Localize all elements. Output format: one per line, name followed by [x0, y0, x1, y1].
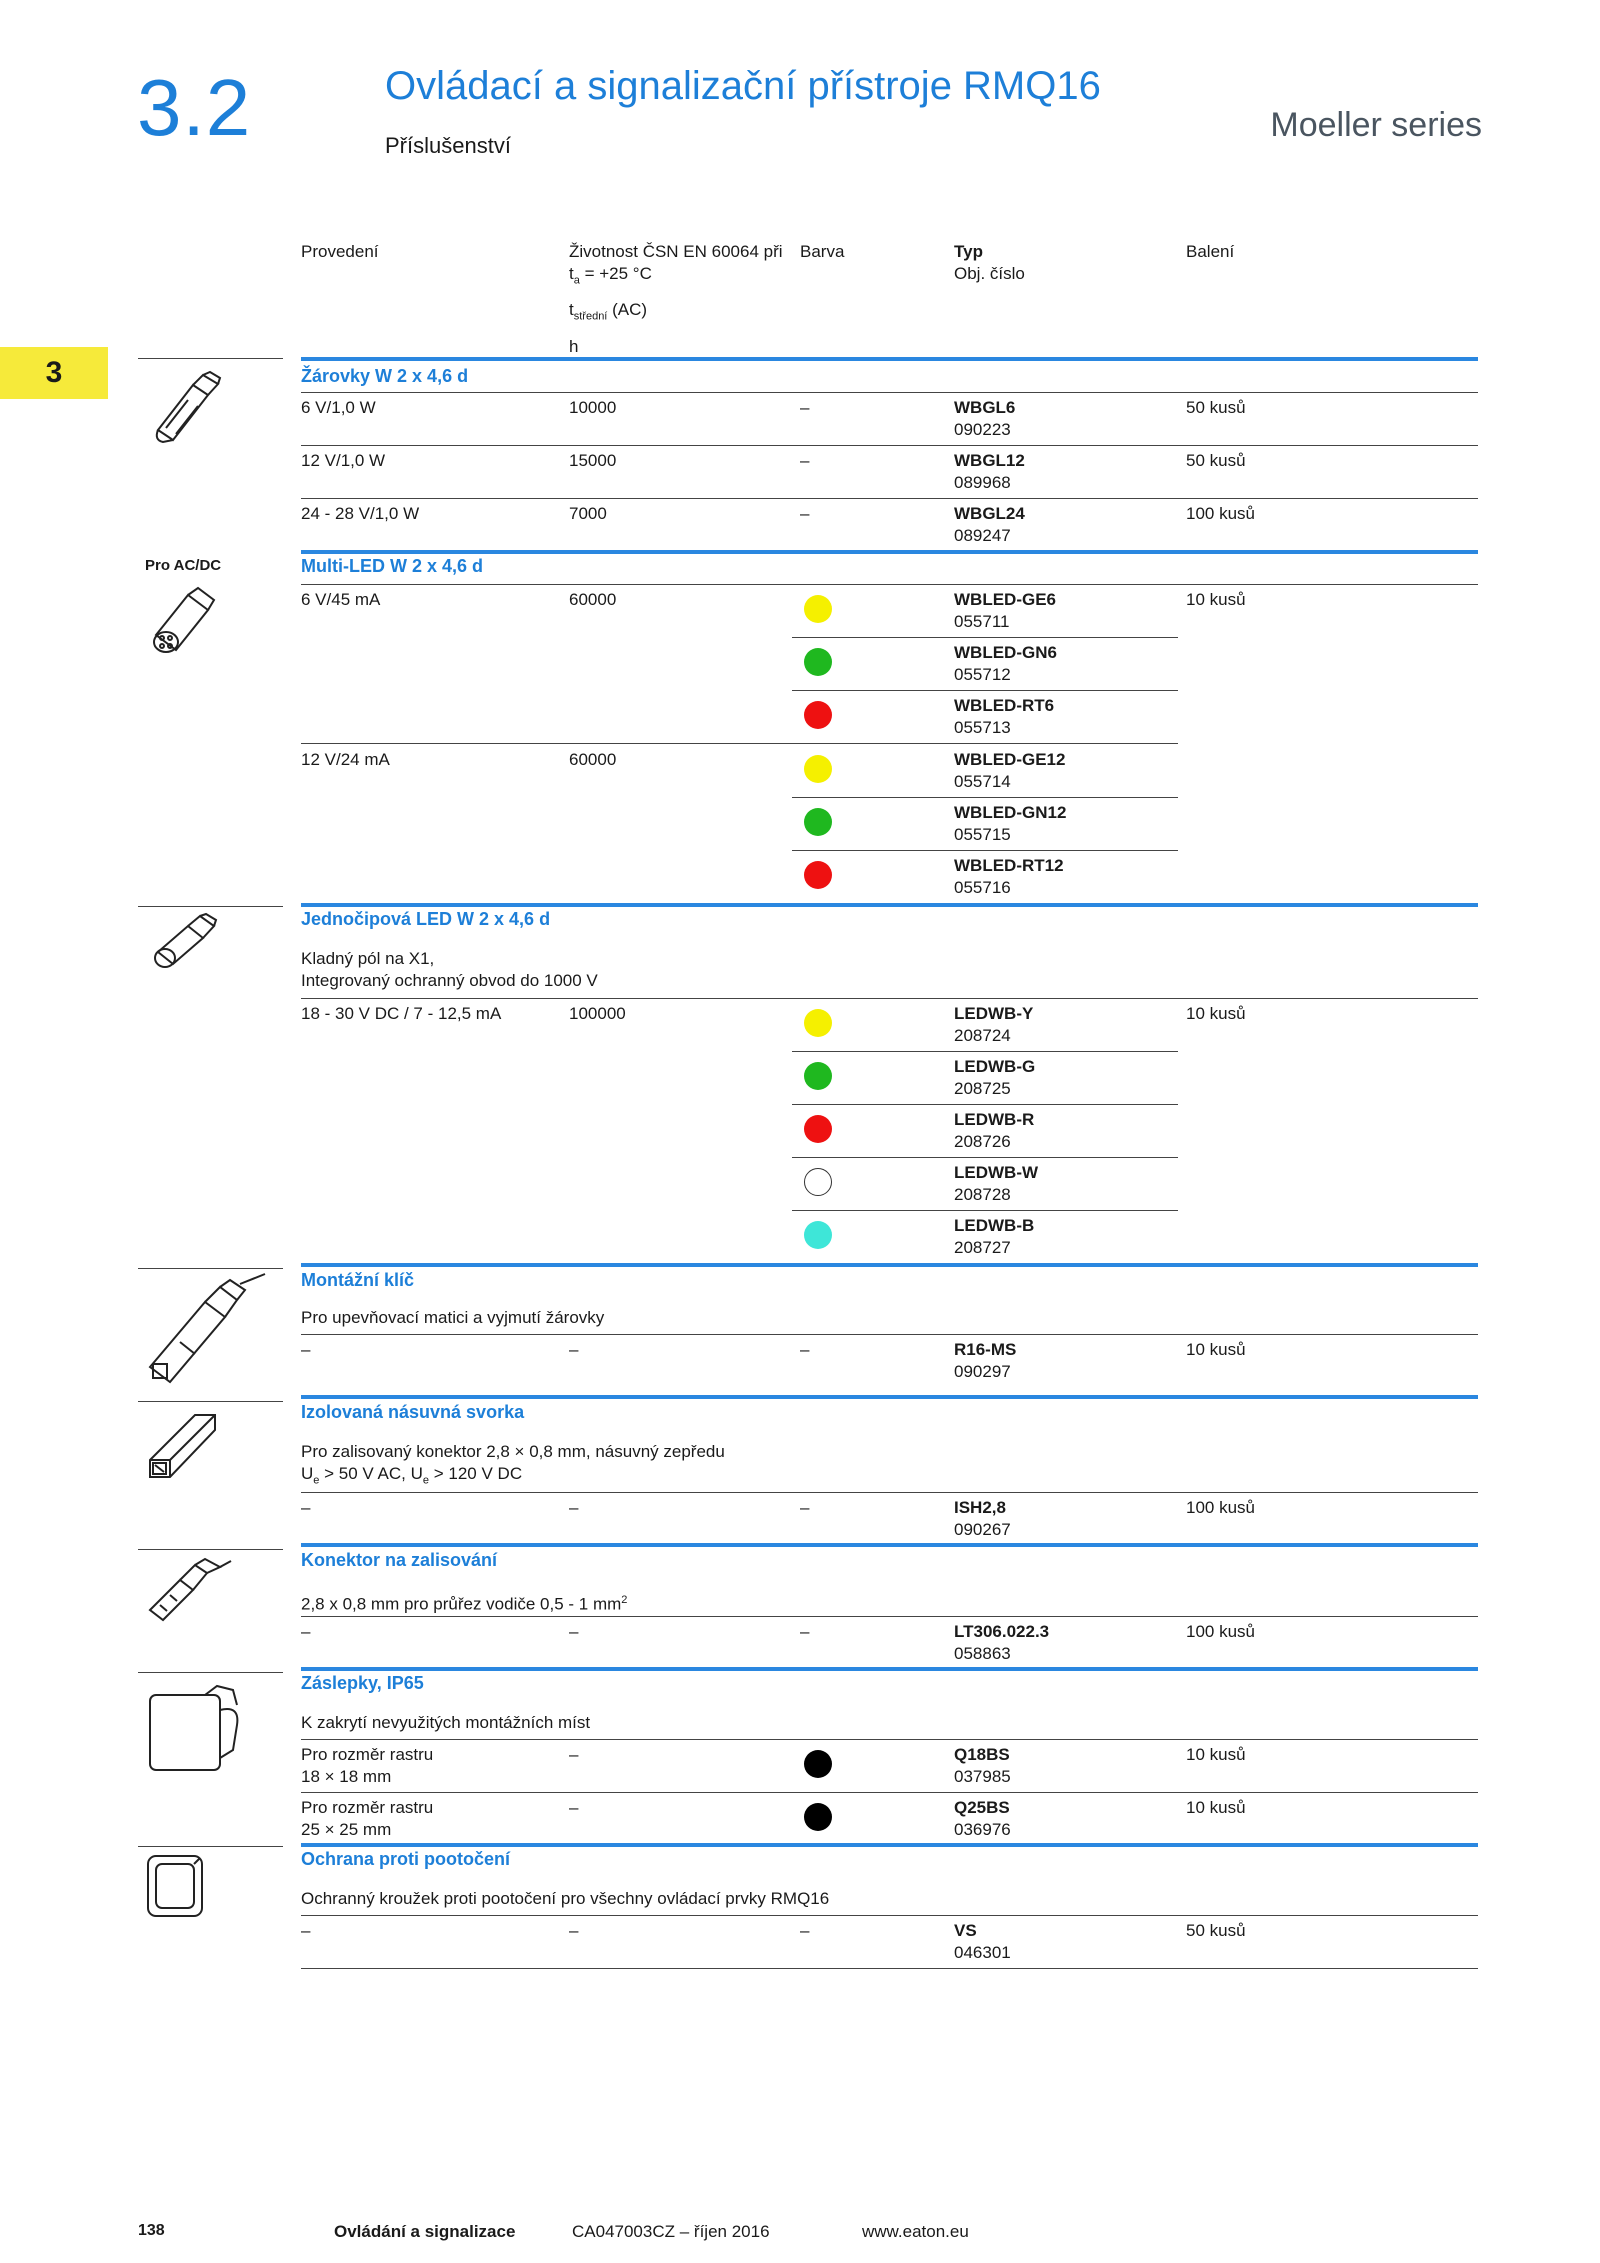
- row-divider: [792, 1157, 1178, 1158]
- cell-baleni: 10 kusů: [1186, 1745, 1246, 1764]
- cell-typ: R16-MS: [954, 1340, 1017, 1359]
- cell-barva: –: [800, 1622, 810, 1641]
- cell-provedeni: 6 V/1,0 W: [301, 398, 376, 417]
- row-divider: [301, 1492, 1478, 1493]
- cell-typ: WBLED-RT12: [954, 856, 1064, 875]
- cell-typ: LEDWB-Y: [954, 1004, 1034, 1023]
- section-divider: [301, 1263, 1478, 1267]
- cell-obj: 090267: [954, 1520, 1011, 1539]
- col-zivotnost-line1: Životnost ČSN EN 60064 při: [569, 242, 783, 261]
- row-divider: [301, 1334, 1478, 1335]
- cell-typ: ISH2,8: [954, 1498, 1006, 1517]
- cell-obj: 036976: [954, 1820, 1011, 1839]
- cell-provedeni: 25 × 25 mm: [301, 1820, 392, 1839]
- cell-barva: –: [800, 398, 810, 417]
- col-zivotnost: [569, 241, 783, 358]
- row-divider: [301, 584, 1478, 585]
- section-desc: Pro zalisovaný konektor 2,8 × 0,8 mm, násuvný zepředu: [301, 1442, 725, 1461]
- row-divider: [301, 743, 1178, 744]
- cell-typ: WBLED-GE6: [954, 590, 1056, 609]
- col-barva: Barva: [800, 242, 845, 261]
- section-divider: [301, 1395, 1478, 1399]
- row-divider: [301, 1792, 1478, 1793]
- page-number: 138: [138, 2222, 165, 2239]
- cell-baleni: 100 kusů: [1186, 1622, 1255, 1641]
- cell-barva: –: [800, 504, 810, 523]
- section-desc: Ochranný kroužek proti pootočení pro všechny ovládací prvky RMQ16: [301, 1889, 830, 1908]
- cell-obj: 055712: [954, 665, 1011, 684]
- row-divider: [301, 445, 1478, 446]
- row-divider: [301, 1616, 1478, 1617]
- cell-obj: 089968: [954, 473, 1011, 492]
- cell-provedeni: –: [301, 1498, 311, 1517]
- row-divider: [301, 998, 1478, 999]
- cell-barva: –: [800, 1921, 810, 1940]
- cell-typ: WBGL6: [954, 398, 1016, 417]
- section-desc: Kladný pól na X1,: [301, 949, 435, 968]
- page-subtitle: Příslušenství: [385, 133, 511, 158]
- series-label: Moeller series: [1270, 106, 1482, 144]
- cell-typ: LEDWB-G: [954, 1057, 1036, 1076]
- col-obj: Obj. číslo: [954, 264, 1025, 283]
- cell-zivotnost: 100000: [569, 1004, 626, 1023]
- row-divider: [301, 1968, 1478, 1969]
- col-zivotnost-line2: $t_a = +25$ °C: [569, 264, 652, 287]
- cell-baleni: 10 kusů: [1186, 1340, 1246, 1359]
- cell-zivotnost: –: [569, 1745, 579, 1764]
- icon-separator: [138, 906, 283, 907]
- row-divider: [301, 1915, 1478, 1916]
- col-baleni: Balení: [1186, 242, 1235, 261]
- cell-typ: WBLED-GN6: [954, 643, 1057, 662]
- cell-zivotnost: 60000: [569, 590, 617, 609]
- cell-barva: –: [800, 1498, 810, 1517]
- col-zivotnost-unit: h: [569, 336, 579, 356]
- section-divider: [301, 1543, 1478, 1547]
- bulb-icon: [148, 370, 228, 445]
- color-dot-black: [804, 1750, 832, 1778]
- row-divider: [301, 1739, 1478, 1740]
- row-divider: [792, 637, 1178, 638]
- chapter-tab: 3: [0, 347, 108, 399]
- cell-obj: 046301: [954, 1943, 1011, 1962]
- wrench-key-icon: [145, 1272, 275, 1387]
- icon-separator: [138, 358, 283, 359]
- icon-separator: [138, 1672, 283, 1673]
- section-title-jednocip: Jednočipová LED W 2 x 4,6 d: [301, 909, 551, 929]
- insulated-terminal-icon: [145, 1405, 225, 1480]
- color-dot-white: [804, 1168, 832, 1196]
- cell-provedeni: Pro rozměr rastru: [301, 1798, 434, 1817]
- cell-typ: LEDWB-W: [954, 1163, 1039, 1182]
- color-dot-green: [804, 808, 832, 836]
- footer-doc-title: Ovládání a signalizace: [334, 2222, 516, 2241]
- row-divider: [301, 498, 1478, 499]
- section-number: 3.2: [137, 63, 252, 152]
- row-divider: [792, 690, 1178, 691]
- cell-barva: –: [800, 1340, 810, 1359]
- cell-typ: WBGL12: [954, 451, 1025, 470]
- footer-doc-code: CA047003CZ – říjen 2016: [572, 2222, 770, 2241]
- section-title-svorka: Izolovaná násuvná svorka: [301, 1402, 525, 1422]
- color-dot-yellow: [804, 755, 832, 783]
- cell-baleni: 50 kusů: [1186, 398, 1246, 417]
- cell-baleni: 10 kusů: [1186, 1798, 1246, 1817]
- pro-acdc-label: Pro AC/DC: [145, 557, 222, 574]
- cell-obj: 208724: [954, 1026, 1011, 1045]
- cell-baleni: 100 kusů: [1186, 1498, 1255, 1517]
- section-divider: [301, 357, 1478, 361]
- section-divider: [301, 1667, 1478, 1671]
- cell-typ: WBGL24: [954, 504, 1025, 523]
- cell-zivotnost: –: [569, 1498, 579, 1517]
- blank-cap-icon: [145, 1680, 245, 1780]
- color-dot-green: [804, 648, 832, 676]
- row-divider: [792, 1051, 1178, 1052]
- cell-provedeni: 18 - 30 V DC / 7 - 12,5 mA: [301, 1004, 502, 1023]
- cell-zivotnost: 7000: [569, 504, 607, 523]
- row-divider: [792, 1210, 1178, 1211]
- col-typ: Typ: [954, 242, 983, 261]
- section-title-klic: Montážní klíč: [301, 1270, 415, 1290]
- cell-obj: 058863: [954, 1644, 1011, 1663]
- cell-obj: 208726: [954, 1132, 1011, 1151]
- cell-zivotnost: –: [569, 1622, 579, 1641]
- cell-provedeni: 18 × 18 mm: [301, 1767, 392, 1786]
- color-dot-black: [804, 1803, 832, 1831]
- row-divider: [792, 850, 1178, 851]
- cell-obj: 208728: [954, 1185, 1011, 1204]
- cell-baleni: 50 kusů: [1186, 451, 1246, 470]
- cell-provedeni: 6 V/45 mA: [301, 590, 381, 609]
- color-dot-red: [804, 861, 832, 889]
- cell-obj: 037985: [954, 1767, 1011, 1786]
- row-divider: [792, 1104, 1178, 1105]
- cell-typ: Q25BS: [954, 1798, 1010, 1817]
- section-desc: Integrovaný ochranný obvod do 1000 V: [301, 971, 598, 990]
- icon-separator: [138, 1846, 283, 1847]
- cell-zivotnost: –: [569, 1921, 579, 1940]
- cell-typ: LT306.022.3: [954, 1622, 1050, 1641]
- cell-obj: 090223: [954, 420, 1011, 439]
- cell-barva: –: [800, 451, 810, 470]
- section-divider: [301, 550, 1478, 554]
- cell-obj: 055713: [954, 718, 1011, 737]
- page-title: Ovládací a signalizační přístroje RMQ16: [385, 64, 1101, 108]
- section-divider: [301, 903, 1478, 907]
- anti-rotation-ring-icon: [145, 1852, 205, 1920]
- cell-zivotnost: –: [569, 1798, 579, 1817]
- section-desc: $U_e > 50$ V AC, $U_e > 120$ V DC: [301, 1464, 523, 1487]
- color-dot-green: [804, 1062, 832, 1090]
- color-dot-yellow: [804, 595, 832, 623]
- color-dot-blue: [804, 1221, 832, 1249]
- cell-obj: 208727: [954, 1238, 1011, 1257]
- cell-zivotnost: 60000: [569, 750, 617, 769]
- cell-baleni: 10 kusů: [1186, 1004, 1246, 1023]
- col-zivotnost-line3: $t_{střední}$ (AC): [569, 300, 648, 323]
- section-title-multiled: Multi-LED W 2 x 4,6 d: [301, 556, 484, 576]
- row-divider: [792, 797, 1178, 798]
- section-desc: K zakrytí nevyužitých montážních míst: [301, 1713, 591, 1732]
- led-single-icon: [148, 912, 228, 972]
- cell-obj: 055711: [954, 612, 1010, 631]
- col-provedeni: Provedení: [301, 242, 379, 261]
- cell-typ: VS: [954, 1921, 977, 1940]
- cell-typ: LEDWB-R: [954, 1110, 1035, 1129]
- cell-baleni: 100 kusů: [1186, 504, 1255, 523]
- cell-obj: 089247: [954, 526, 1011, 545]
- cell-typ: WBLED-GE12: [954, 750, 1066, 769]
- color-dot-red: [804, 701, 832, 729]
- section-divider: [301, 1843, 1478, 1847]
- cell-obj: 055716: [954, 878, 1011, 897]
- cell-obj: 208725: [954, 1079, 1011, 1098]
- section-desc: 2,8 x 0,8 mm pro průřez vodiče 0,5 - 1 $mm^2$: [301, 1594, 628, 1614]
- cell-provedeni: –: [301, 1340, 311, 1359]
- footer-url[interactable]: www.eaton.eu: [862, 2222, 969, 2241]
- color-dot-red: [804, 1115, 832, 1143]
- section-title-konektor: Konektor na zalisování: [301, 1550, 498, 1570]
- cell-typ: Q18BS: [954, 1745, 1010, 1764]
- multi-led-icon: [148, 580, 228, 660]
- cell-typ: WBLED-RT6: [954, 696, 1055, 715]
- color-dot-yellow: [804, 1009, 832, 1037]
- row-divider: [301, 392, 1478, 393]
- icon-separator: [138, 1401, 283, 1402]
- cell-zivotnost: 15000: [569, 451, 617, 470]
- cell-provedeni: –: [301, 1921, 311, 1940]
- cell-typ: LEDWB-B: [954, 1216, 1035, 1235]
- icon-separator: [138, 1549, 283, 1550]
- cell-obj: 055714: [954, 772, 1011, 791]
- cell-provedeni: 24 - 28 V/1,0 W: [301, 504, 420, 523]
- cell-provedeni: –: [301, 1622, 311, 1641]
- section-desc: Pro upevňovací matici a vyjmutí žárovky: [301, 1308, 605, 1327]
- section-title-zarovky: Žárovky W 2 x 4,6 d: [301, 366, 469, 386]
- crimp-connector-icon: [145, 1555, 235, 1625]
- cell-provedeni: 12 V/1,0 W: [301, 451, 386, 470]
- cell-baleni: 10 kusů: [1186, 590, 1246, 609]
- cell-provedeni: 12 V/24 mA: [301, 750, 390, 769]
- cell-zivotnost: 10000: [569, 398, 617, 417]
- cell-provedeni: Pro rozměr rastru: [301, 1745, 434, 1764]
- cell-baleni: 50 kusů: [1186, 1921, 1246, 1940]
- cell-typ: WBLED-GN12: [954, 803, 1067, 822]
- cell-obj: 090297: [954, 1362, 1011, 1381]
- cell-zivotnost: –: [569, 1340, 579, 1359]
- section-title-ochrana: Ochrana proti pootočení: [301, 1849, 511, 1869]
- cell-obj: 055715: [954, 825, 1011, 844]
- section-title-zaslepky: Záslepky, IP65: [301, 1673, 424, 1693]
- icon-separator: [138, 1268, 283, 1269]
